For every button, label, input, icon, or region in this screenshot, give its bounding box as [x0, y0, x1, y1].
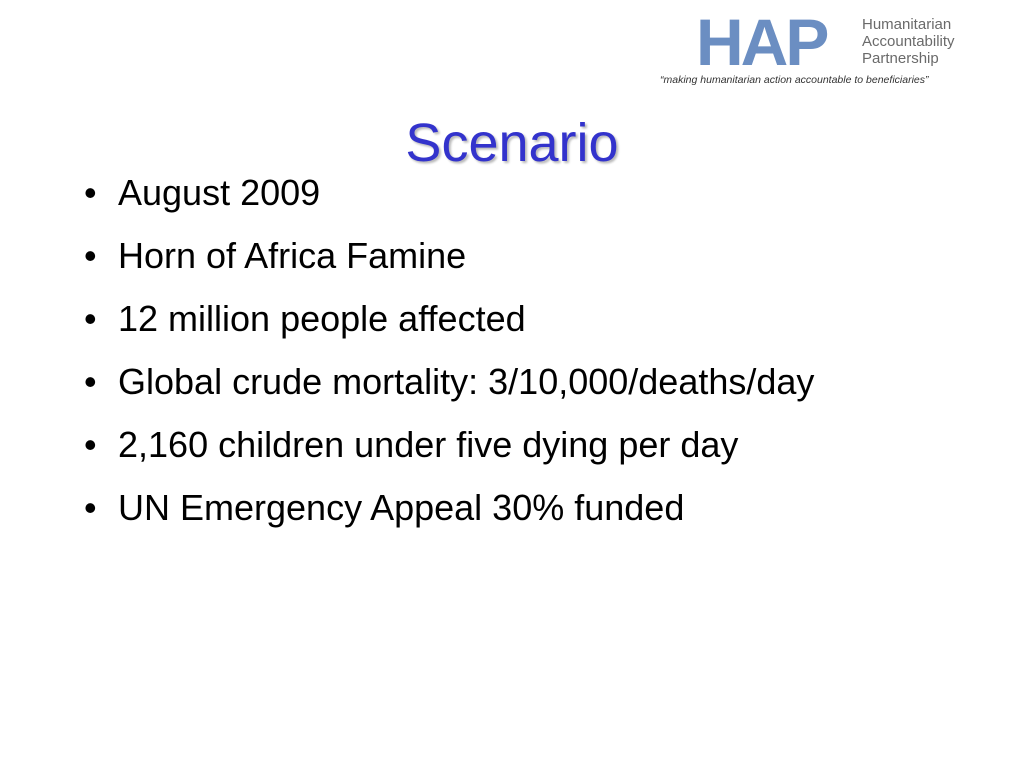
bullet-glyph: • — [84, 172, 97, 213]
bullet-glyph: • — [84, 235, 97, 276]
bullet-text: UN Emergency Appeal 30% funded — [118, 487, 685, 528]
bullet-list — [84, 170, 964, 548]
bullet-item — [84, 233, 964, 279]
bullet-glyph: • — [84, 487, 97, 528]
bullet-text: August 2009 — [118, 172, 321, 213]
logo-name — [862, 16, 955, 67]
logo-name-line: Accountability — [862, 33, 955, 50]
bullet-text: 12 million people affected — [118, 298, 526, 339]
logo-tagline: “making humanitarian action accountable to beneficiaries” — [660, 74, 929, 86]
slide-title: Scenario — [405, 113, 619, 173]
bullet-text: Global crude mortality: 3/10,000/deaths/day — [118, 361, 815, 402]
logo-mark: HAP — [696, 5, 827, 79]
logo-name-line: Partnership — [862, 50, 939, 67]
hap-logo — [660, 5, 1000, 94]
bullet-glyph: • — [84, 424, 97, 465]
bullet-glyph: • — [84, 298, 97, 339]
bullet-text: 2,160 children under five dying per day — [118, 424, 739, 465]
bullet-item — [84, 359, 964, 405]
bullet-glyph: • — [84, 361, 97, 402]
bullet-text: Horn of Africa Famine — [118, 235, 467, 276]
bullet-item — [84, 422, 964, 468]
bullet-item — [84, 170, 964, 216]
bullet-item — [84, 485, 964, 531]
logo-name-line: Humanitarian — [862, 16, 952, 33]
bullet-item — [84, 296, 964, 342]
